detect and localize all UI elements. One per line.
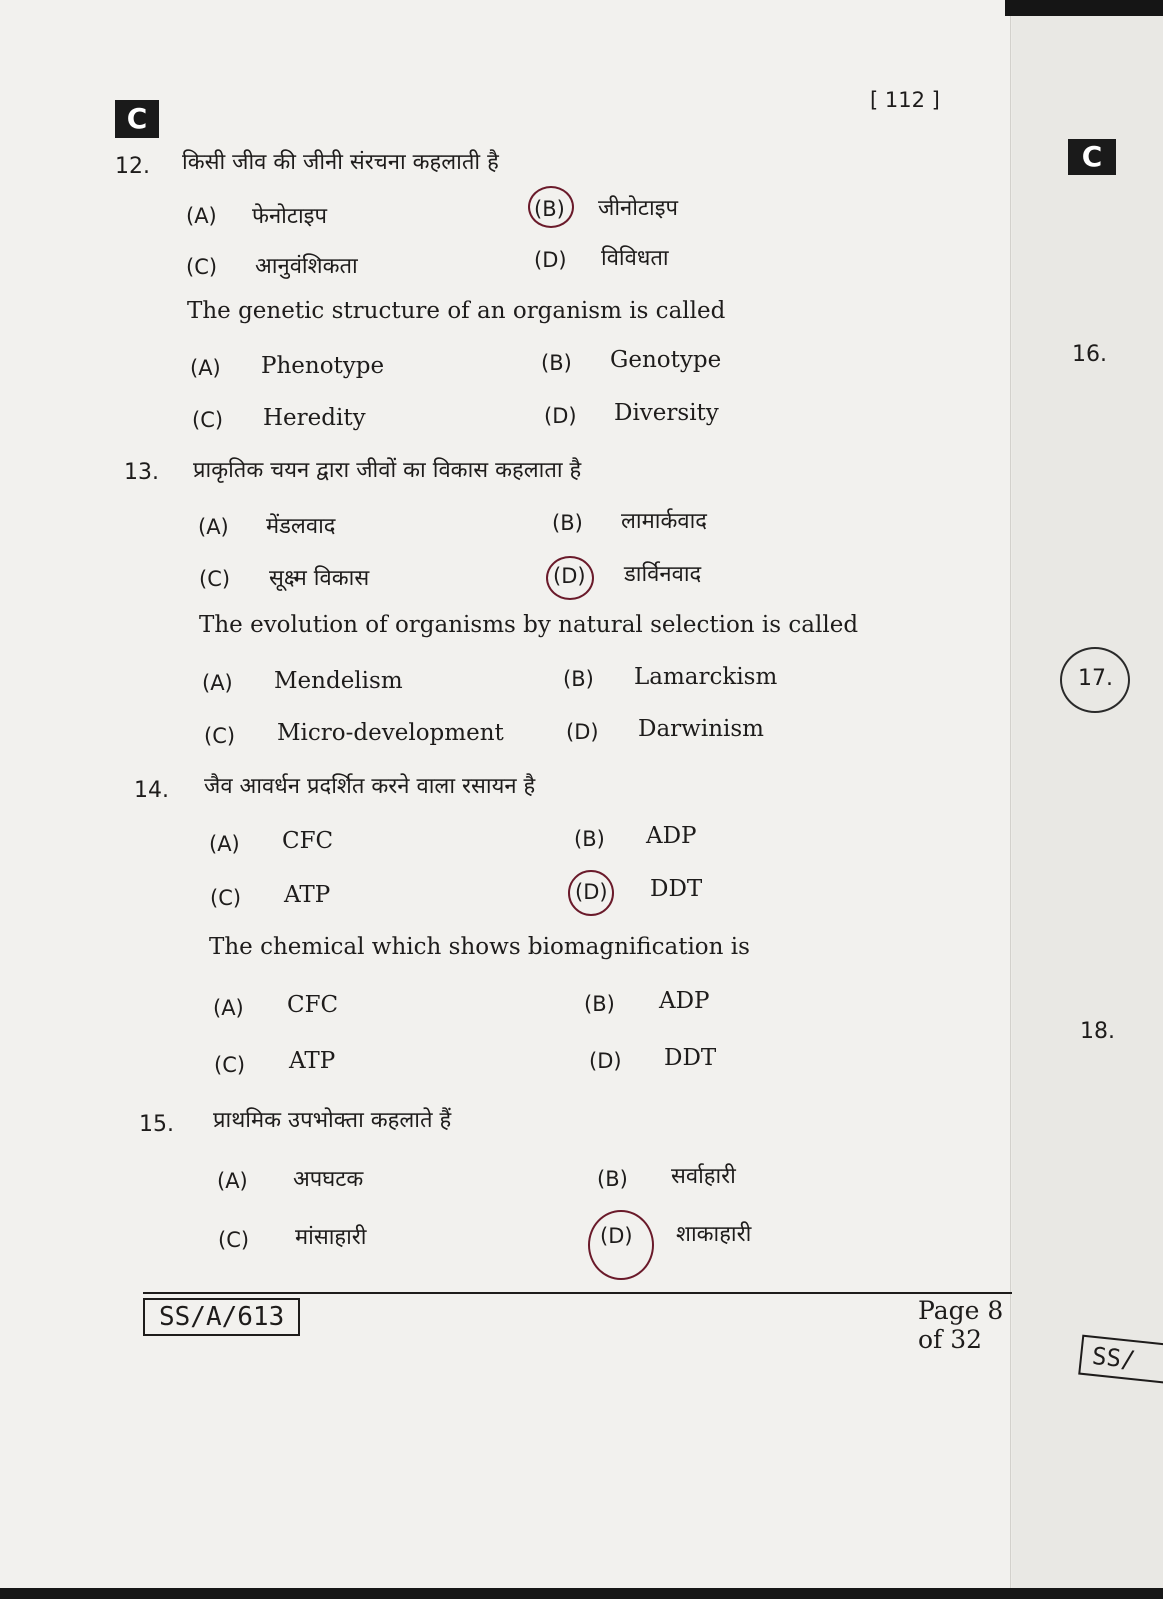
option-text: DDT — [664, 1045, 717, 1071]
question-hindi: किसी जीव की जीनी संरचना कहलाती है — [182, 150, 499, 175]
option-label: (B) — [552, 511, 583, 535]
option-label: (B) — [541, 351, 572, 375]
question-hindi: जैव आवर्धन प्रदर्शित करने वाला रसायन है — [204, 774, 536, 799]
option-label: (A) — [209, 832, 240, 856]
option-label: (A) — [186, 204, 217, 228]
option-label: (B) — [563, 667, 594, 691]
option-text: मांसाहारी — [295, 1225, 367, 1250]
option-text: Lamarckism — [634, 664, 778, 690]
option-text: CFC — [287, 992, 339, 1018]
option-text: जीनोटाइप — [598, 196, 679, 221]
option-text: फेनोटाइप — [252, 204, 327, 229]
page-number: Page 8 of 32 — [918, 1296, 1004, 1354]
option-label: (C) — [199, 567, 231, 591]
option-label: (D) — [534, 248, 567, 272]
option-label: (D) — [575, 880, 608, 904]
question-number: 15. — [139, 1112, 174, 1137]
answer-circle — [528, 186, 574, 228]
option-label: (A) — [190, 356, 221, 380]
option-text: Phenotype — [261, 353, 385, 379]
option-text: Genotype — [610, 347, 722, 373]
option-label: (C) — [218, 1228, 250, 1252]
question-hindi: प्राकृतिक चयन द्वारा जीवों का विकास कहलाता है — [193, 458, 582, 483]
option-label: (C) — [210, 886, 242, 910]
option-label: (C) — [204, 724, 236, 748]
option-label: (D) — [589, 1049, 622, 1073]
page-code: [ 112 ] — [870, 88, 940, 112]
next-page-q17: 17. — [1078, 666, 1113, 691]
option-label: (A) — [217, 1169, 248, 1193]
option-label: (A) — [202, 671, 233, 695]
option-label: (C) — [214, 1053, 246, 1077]
option-text: शाकाहारी — [676, 1222, 752, 1247]
question-number: 14. — [134, 778, 169, 803]
footer-rule — [143, 1292, 1059, 1294]
answer-circle — [546, 556, 594, 600]
option-text: Mendelism — [274, 668, 403, 694]
option-label: (D) — [600, 1224, 633, 1248]
option-text: ATP — [289, 1048, 336, 1074]
option-label: (D) — [566, 720, 599, 744]
option-text: मेंडलवाद — [266, 514, 336, 539]
option-text: ADP — [659, 988, 710, 1014]
scan-edge-bottom — [0, 1588, 1163, 1599]
option-text: विविधता — [601, 246, 669, 271]
option-label: (B) — [597, 1167, 628, 1191]
option-text: DDT — [650, 876, 703, 902]
question-english: The genetic structure of an organism is called — [187, 298, 726, 324]
question-hindi: प्राथमिक उपभोक्ता कहलाते हैं — [213, 1108, 452, 1133]
option-label: (B) — [584, 992, 615, 1016]
option-text: सर्वाहारी — [671, 1164, 736, 1189]
option-text: Heredity — [263, 405, 366, 431]
option-label: (A) — [198, 515, 229, 539]
option-text: अपघटक — [293, 1167, 364, 1192]
answer-circle — [588, 1210, 654, 1280]
question-english: The chemical which shows biomagnification is — [209, 934, 750, 960]
next-page-set-badge: C — [1068, 139, 1116, 175]
option-text: लामार्कवाद — [621, 509, 707, 534]
answer-circle — [568, 870, 614, 916]
option-text: ATP — [284, 882, 331, 908]
option-text: Darwinism — [638, 716, 764, 742]
option-text: CFC — [282, 828, 334, 854]
scan-edge-top — [1005, 0, 1163, 16]
option-label: (D) — [544, 404, 577, 428]
option-text: आनुवंशिकता — [255, 254, 358, 279]
option-label: (C) — [192, 408, 224, 432]
question-number: 12. — [115, 154, 150, 179]
option-label: (A) — [213, 996, 244, 1020]
option-text: Diversity — [614, 400, 719, 426]
option-text: ADP — [646, 823, 697, 849]
adjacent-page — [1012, 0, 1163, 1599]
option-text: डार्विनवाद — [624, 562, 702, 587]
option-label: (C) — [186, 255, 218, 279]
question-english: The evolution of organisms by natural selection is called — [199, 612, 859, 638]
option-text: सूक्ष्म विकास — [269, 566, 370, 591]
option-label: (B) — [534, 197, 565, 221]
option-label: (D) — [553, 564, 586, 588]
paper-code: SS/A/613 — [143, 1298, 300, 1336]
next-page-q16: 16. — [1072, 342, 1107, 367]
option-label: (B) — [574, 827, 605, 851]
set-badge: C — [115, 100, 159, 138]
next-page-code: SS/ — [1078, 1335, 1163, 1386]
question-number: 13. — [124, 460, 159, 485]
next-page-q18: 18. — [1080, 1019, 1115, 1044]
option-text: Micro-development — [277, 720, 504, 746]
